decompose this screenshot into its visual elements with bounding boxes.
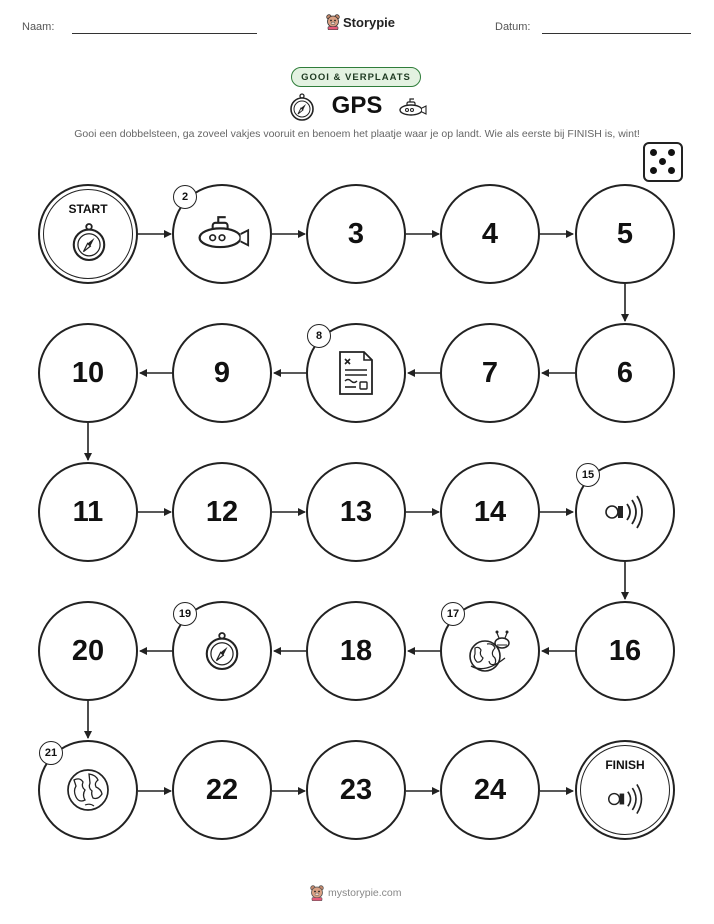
cell-number: 3 [347, 217, 365, 250]
board-cell-7 [440, 323, 540, 423]
date-label: Datum: [495, 21, 531, 33]
compass-icon [204, 631, 240, 671]
board-cell-6 [575, 323, 675, 423]
board-cell-13 [306, 462, 406, 562]
compass-icon [71, 222, 107, 262]
board-cell-12 [172, 462, 272, 562]
board-cell-19 [172, 601, 272, 701]
name-label: Naam: [22, 21, 55, 33]
board-cell-11 [38, 462, 138, 562]
board-cell-18 [306, 601, 406, 701]
document-icon [336, 350, 376, 396]
bear-mascot-icon [310, 885, 324, 901]
footer [310, 885, 402, 901]
cell-number-badge: 17 [441, 602, 465, 626]
board-cell-3 [306, 184, 406, 284]
board-cell-14 [440, 462, 540, 562]
signal-icon [606, 782, 646, 816]
cell-number-badge: 19 [173, 602, 197, 626]
cell-number-badge: 15 [576, 463, 600, 487]
cell-number: 11 [72, 495, 104, 528]
board-cell-20 [38, 601, 138, 701]
cell-number: 12 [205, 495, 239, 528]
submarine-icon [194, 214, 250, 254]
board-cell-23 [306, 740, 406, 840]
page-title: GPS [331, 92, 383, 119]
cell-number-badge: 21 [39, 741, 63, 765]
board-cell-10 [38, 323, 138, 423]
cell-number: 20 [71, 634, 105, 667]
finish-label: FINISH [605, 758, 645, 772]
cell-number: 5 [616, 217, 634, 250]
cell-number: 16 [608, 634, 642, 667]
cell-number: 9 [213, 356, 231, 389]
brand-name: Storypie [343, 14, 396, 30]
board-cell-2 [172, 184, 272, 284]
cell-number: 22 [205, 773, 239, 806]
cell-number: 18 [339, 634, 373, 667]
cell-number: 13 [339, 495, 373, 528]
start-label: START [68, 202, 108, 216]
instructions: Gooi een dobbelsteen, ga zoveel vakjes vooruit en benoem het plaatje waar je op landt. Wie als eerste bij FINISH is, wint! [74, 128, 640, 140]
cell-number: 24 [473, 773, 507, 806]
globe-icon [65, 767, 111, 813]
cell-number: 10 [71, 356, 105, 389]
board-cell-15 [575, 462, 675, 562]
cell-number-badge: 2 [173, 185, 197, 209]
board-cell-finish [575, 740, 675, 840]
board-cell-17 [440, 601, 540, 701]
board-cell-5 [575, 184, 675, 284]
board-cell-24 [440, 740, 540, 840]
signal-icon [603, 494, 647, 530]
board-cell-21 [38, 740, 138, 840]
board-cell-22 [172, 740, 272, 840]
board-cell-start [38, 184, 138, 284]
cell-number: 6 [616, 356, 634, 389]
game-type-badge: GOOI & VERPLAATS [291, 67, 421, 87]
board-cell-16 [575, 601, 675, 701]
cell-number: 7 [481, 356, 499, 389]
footer-url[interactable]: mystorypie.com [328, 887, 402, 899]
board-cell-4 [440, 184, 540, 284]
board-cell-9 [172, 323, 272, 423]
satellite-globe-icon [465, 628, 515, 674]
cell-number-badge: 8 [307, 324, 331, 348]
board-cell-8 [306, 323, 406, 423]
cell-number: 4 [481, 217, 499, 250]
cell-number: 14 [473, 495, 507, 528]
cell-number: 23 [339, 773, 373, 806]
